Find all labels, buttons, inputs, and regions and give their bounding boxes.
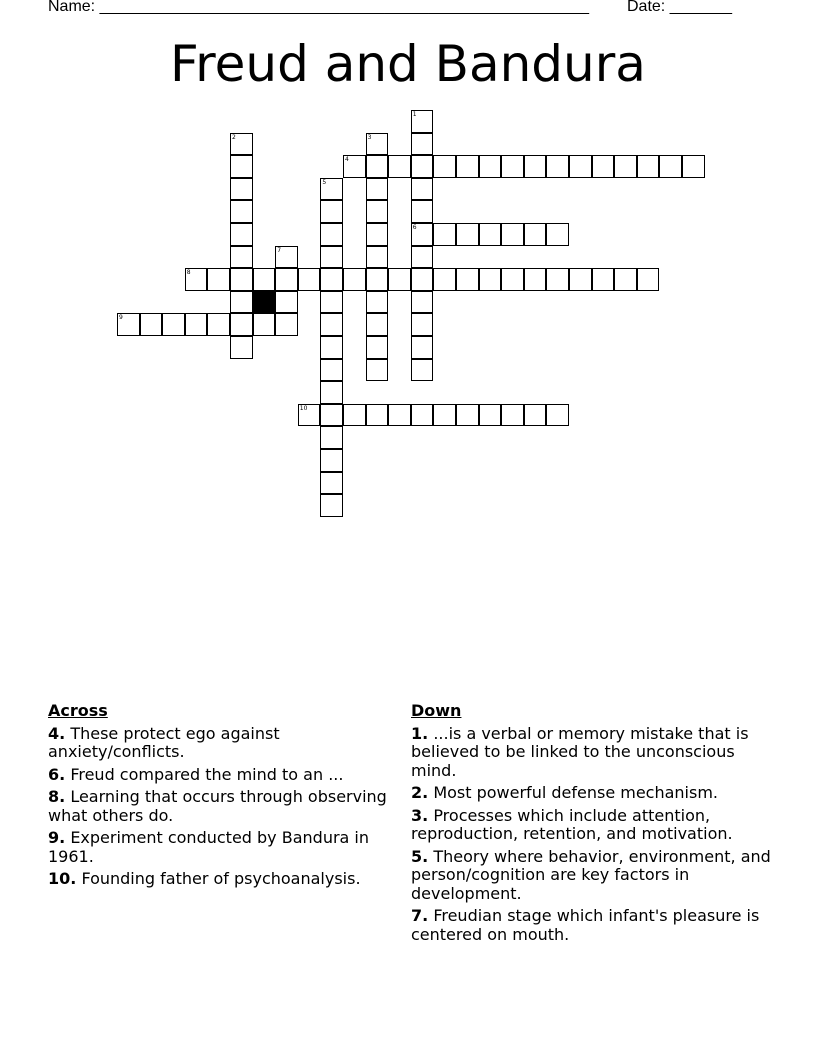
grid-cell[interactable] <box>682 155 705 178</box>
grid-cell[interactable] <box>298 268 321 291</box>
clue-number: 10. <box>48 869 77 888</box>
grid-cell[interactable] <box>411 178 434 201</box>
grid-cell[interactable] <box>456 404 479 427</box>
clue-number: 6. <box>48 764 66 784</box>
grid-cell[interactable] <box>230 336 253 359</box>
clue-number: 8. <box>48 787 66 806</box>
grid-cell[interactable] <box>207 313 230 336</box>
clue-number: 2. <box>411 783 429 802</box>
grid-cell[interactable] <box>569 155 592 178</box>
clue-down-3 <box>411 807 771 844</box>
clue-number-label: 4 <box>345 156 349 164</box>
grid-cell[interactable] <box>411 223 434 246</box>
grid-cell[interactable] <box>366 200 389 223</box>
grid-cell[interactable] <box>388 404 411 427</box>
grid-cell[interactable] <box>320 404 343 427</box>
grid-cell[interactable] <box>343 404 366 427</box>
grid-cell[interactable] <box>298 404 321 427</box>
grid-cell[interactable] <box>320 494 343 517</box>
down-clues <box>411 702 771 948</box>
grid-cell[interactable] <box>185 268 208 291</box>
across-clues <box>48 702 388 893</box>
grid-cell[interactable] <box>479 268 502 291</box>
grid-cell[interactable] <box>411 336 434 359</box>
grid-cell[interactable] <box>230 268 253 291</box>
grid-cell[interactable] <box>433 155 456 178</box>
grid-cell[interactable] <box>230 133 253 156</box>
clue-text: Theory where behavior, environment, and person/cognition are key factors in development. <box>411 846 771 903</box>
grid-cell[interactable] <box>479 404 502 427</box>
clue-number: 9. <box>48 828 66 847</box>
clue-across-4 <box>48 725 388 762</box>
grid-cell[interactable] <box>230 178 253 201</box>
date-field: Date: _______ <box>627 0 732 15</box>
grid-cell[interactable] <box>275 268 298 291</box>
grid-cell[interactable] <box>320 291 343 314</box>
grid-cell[interactable] <box>411 110 434 133</box>
grid-cell[interactable] <box>320 223 343 246</box>
grid-cell[interactable] <box>320 268 343 291</box>
clue-number-label: 2 <box>232 133 236 141</box>
grid-cell[interactable] <box>366 336 389 359</box>
grid-cell[interactable] <box>524 268 547 291</box>
clue-across-9 <box>48 829 388 866</box>
grid-cell[interactable] <box>524 155 547 178</box>
grid-cell[interactable] <box>411 246 434 269</box>
grid-cell[interactable] <box>320 359 343 382</box>
grid-cell[interactable] <box>592 155 615 178</box>
clue-number: 3. <box>411 805 429 825</box>
grid-cell[interactable] <box>366 404 389 427</box>
grid-cell[interactable] <box>230 291 253 314</box>
grid-cell[interactable] <box>637 268 660 291</box>
grid-cell[interactable] <box>411 133 434 156</box>
grid-cell[interactable] <box>366 313 389 336</box>
clue-number-label: 8 <box>186 269 191 277</box>
grid-cell[interactable] <box>479 223 502 246</box>
grid-cell[interactable] <box>230 200 253 223</box>
grid-cell[interactable] <box>592 268 615 291</box>
clue-number-label: 6 <box>412 224 417 231</box>
grid-cell[interactable] <box>433 223 456 246</box>
grid-cell[interactable] <box>162 313 185 336</box>
grid-cell[interactable] <box>479 155 502 178</box>
grid-cell[interactable] <box>275 246 298 269</box>
grid-cell[interactable] <box>569 268 592 291</box>
clue-down-1 <box>411 725 771 781</box>
grid-cell[interactable] <box>320 449 343 472</box>
grid-cell[interactable] <box>343 268 366 291</box>
grid-cell[interactable] <box>614 268 637 291</box>
grid-cell[interactable] <box>366 291 389 314</box>
grid-cell[interactable] <box>501 223 524 246</box>
grid-cell[interactable] <box>320 472 343 495</box>
grid-cell[interactable] <box>366 359 389 382</box>
name-field: Name: _______________________________________________________ <box>48 0 589 15</box>
clue-number-label: 5 <box>322 178 327 186</box>
grid-cell[interactable] <box>320 246 343 269</box>
grid-cell[interactable] <box>546 223 569 246</box>
grid-cell[interactable] <box>456 223 479 246</box>
clue-text: Experiment conducted by Bandura in 1961. <box>48 828 370 866</box>
clue-number-label: 3 <box>367 133 372 141</box>
grid-cell[interactable] <box>275 313 298 336</box>
grid-cell[interactable] <box>388 268 411 291</box>
grid-cell[interactable] <box>230 246 253 269</box>
grid-cell[interactable] <box>501 155 524 178</box>
clue-number-label: 1 <box>412 111 417 118</box>
clue-across-10 <box>48 870 388 889</box>
clue-text: Processes which include attention, reproduction, retention, and motivation. <box>411 805 733 843</box>
grid-cell[interactable] <box>207 268 230 291</box>
grid-cell[interactable] <box>253 313 276 336</box>
grid-cell[interactable] <box>320 336 343 359</box>
grid-cell[interactable] <box>343 155 366 178</box>
clue-across-8 <box>48 788 388 825</box>
clue-text: Freud compared the mind to an ... <box>70 764 344 784</box>
grid-cell[interactable] <box>388 155 411 178</box>
across-heading: Across <box>48 701 108 720</box>
grid-cell[interactable] <box>501 404 524 427</box>
clue-down-7 <box>411 907 771 944</box>
grid-cell[interactable] <box>411 313 434 336</box>
grid-cell[interactable] <box>411 359 434 382</box>
grid-cell[interactable] <box>366 223 389 246</box>
clue-number-label: 9 <box>119 314 123 322</box>
grid-cell[interactable] <box>546 155 569 178</box>
clue-text: Freudian stage which infant's pleasure is centered on mouth. <box>411 906 760 944</box>
grid-cell[interactable] <box>637 155 660 178</box>
grid-cell[interactable] <box>456 155 479 178</box>
grid-cell[interactable] <box>501 268 524 291</box>
clue-down-2 <box>411 784 771 803</box>
clue-number-label: 10 <box>299 404 308 412</box>
grid-cell[interactable] <box>185 313 208 336</box>
clue-across-6 <box>48 766 388 785</box>
clue-text: These protect ego against anxiety/conflicts. <box>48 723 280 761</box>
grid-cell[interactable] <box>433 268 456 291</box>
grid-cell[interactable] <box>546 268 569 291</box>
grid-cell[interactable] <box>366 246 389 269</box>
clue-number: 5. <box>411 846 429 866</box>
down-heading: Down <box>411 701 462 720</box>
grid-cell[interactable] <box>320 426 343 449</box>
clue-text: Founding father of psychoanalysis. <box>81 869 361 888</box>
grid-cell[interactable] <box>433 404 456 427</box>
grid-cell[interactable] <box>230 223 253 246</box>
grid-cell[interactable] <box>230 313 253 336</box>
grid-cell[interactable] <box>411 268 434 291</box>
grid-cell[interactable] <box>320 313 343 336</box>
grid-cell[interactable] <box>524 223 547 246</box>
grid-cell[interactable] <box>411 404 434 427</box>
grid-cell[interactable] <box>230 155 253 178</box>
grid-cell[interactable] <box>320 178 343 201</box>
grid-cell[interactable] <box>614 155 637 178</box>
grid-cell[interactable] <box>320 200 343 223</box>
grid-cell[interactable] <box>524 404 547 427</box>
clue-number: 7. <box>411 906 429 925</box>
black-cell <box>253 291 276 314</box>
grid-cell[interactable] <box>140 313 163 336</box>
grid-cell[interactable] <box>411 200 434 223</box>
clue-text: Learning that occurs through observing what others do. <box>48 787 387 825</box>
clue-text: Most powerful defense mechanism. <box>433 783 719 802</box>
grid-cell[interactable] <box>659 155 682 178</box>
page-title: Freud and Bandura <box>170 35 646 93</box>
grid-cell[interactable] <box>366 178 389 201</box>
clue-down-5 <box>411 848 771 904</box>
grid-cell[interactable] <box>253 268 276 291</box>
clue-text: ...is a verbal or memory mistake that is believed to be linked to the unconscious mind. <box>411 723 749 780</box>
clue-number-label: 7 <box>277 246 282 254</box>
grid-cell[interactable] <box>366 268 389 291</box>
grid-cell[interactable] <box>411 155 434 178</box>
clue-number: 1. <box>411 723 429 743</box>
grid-cell[interactable] <box>411 291 434 314</box>
grid-cell[interactable] <box>366 155 389 178</box>
clue-number: 4. <box>48 723 66 743</box>
grid-cell[interactable] <box>117 313 140 336</box>
grid-cell[interactable] <box>456 268 479 291</box>
grid-cell[interactable] <box>546 404 569 427</box>
grid-cell[interactable] <box>275 291 298 314</box>
grid-cell[interactable] <box>366 133 389 156</box>
grid-cell[interactable] <box>320 381 343 404</box>
